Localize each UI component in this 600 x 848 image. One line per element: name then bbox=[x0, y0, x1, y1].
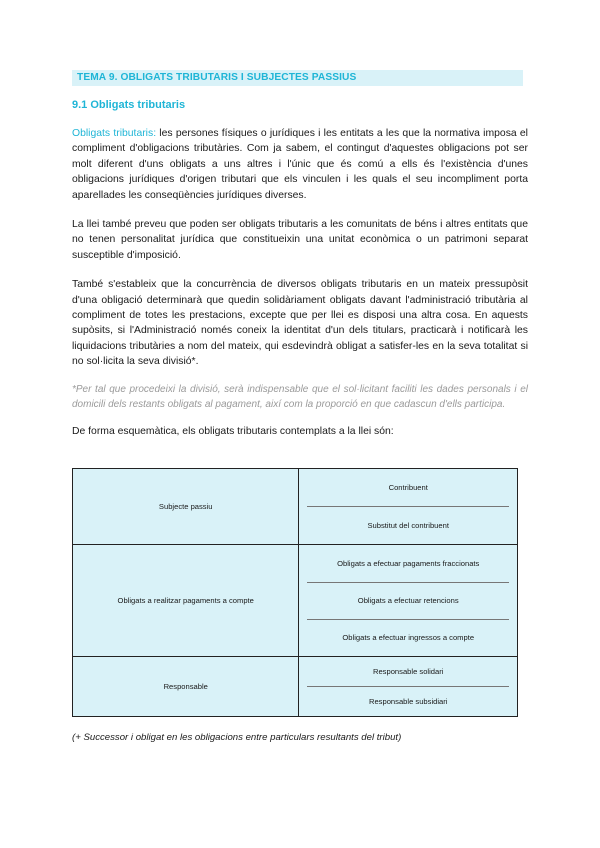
paragraph-communities: La llei també preveu que poden ser obligats tributaris a les comunitats de béns i altres entitats que no tenen personalitat jurídica que constitueixin una unitat econòmica o un patrimoni separat susceptible d'imposició. bbox=[72, 219, 528, 261]
item-cell: Obligats a efectuar ingressos a compte bbox=[342, 633, 475, 642]
obligats-scheme-table bbox=[72, 468, 518, 717]
item-cell: Responsable subsidiari bbox=[368, 697, 448, 706]
category-cell: Obligats a realitzar pagaments a compte bbox=[73, 545, 299, 657]
item-cell: Obligats a efectuar retencions bbox=[357, 596, 459, 605]
category-cell: Responsable bbox=[73, 657, 299, 717]
document-page bbox=[72, 70, 528, 743]
footnote-division: *Per tal que procedeixi la divisió, serà indispensable que el sol·licitant faciliti les dades personals i el domicili dels restants obligats al pagament, així com la proporció en que cadascun d'ells participa. bbox=[72, 383, 528, 410]
items-cell bbox=[299, 657, 518, 717]
item-cell: Obligats a efectuar pagaments fraccionats bbox=[337, 559, 480, 568]
category-cell: Subjecte passiu bbox=[73, 469, 299, 545]
item-cell: Contribuent bbox=[388, 483, 428, 492]
definition-text: les persones físiques o jurídiques i les entitats a les que la normativa imposa el compliment d'obligacions tributàries. Com ja sabem, el contingut d'aquestes obligacions pot ser molt diferent d'uns obligats a uns altres i l'únic que és comú a ells és l'existència d'unes obligacions jurídiques d'origen tributari que els vinculen i les quals el seu incompliment porta aparellades les conseqüències jurídiques diverses. bbox=[72, 128, 528, 201]
term-highlight: Obligats tributaris: bbox=[72, 128, 157, 139]
chapter-title: TEMA 9. OBLIGATS TRIBUTARIS I SUBJECTES PASSIUS bbox=[72, 70, 523, 86]
items-cell bbox=[299, 469, 518, 545]
paragraph-definition bbox=[72, 126, 528, 203]
scheme-intro: De forma esquemàtica, els obligats tributaris contemplats a la llei són: bbox=[72, 425, 394, 437]
scheme-row bbox=[73, 657, 518, 717]
section-heading: 9.1 Obligats tributaris bbox=[72, 99, 186, 111]
scheme-row bbox=[73, 545, 518, 657]
item-cell: Substitut del contribuent bbox=[367, 521, 449, 530]
scheme-row bbox=[73, 469, 518, 545]
item-cell: Responsable solidari bbox=[372, 667, 444, 676]
paragraph-solidarity: També s'estableix que la concurrència de diversos obligats tributaris en un mateix pressupòsit d'una obligació determinarà que quedin solidàriament obligats davant l'administració tributària al compliment de totes les prestacions, excepte que per llei es disposi una altra cosa. En aquests supòsits, si l'Administració només coneix la identitat d'un dels titulars, practicarà i notificarà les liquidacions tributàries a nom del mateix, qui esdevindrà obligat a satisfer-les en la seva totalitat si no sol·licita la seva divisió*. bbox=[72, 279, 528, 368]
scheme-footnote: (+ Successor i obligat en les obligacions entre particulars resultants del tribut) bbox=[72, 732, 402, 743]
items-cell bbox=[299, 545, 518, 657]
